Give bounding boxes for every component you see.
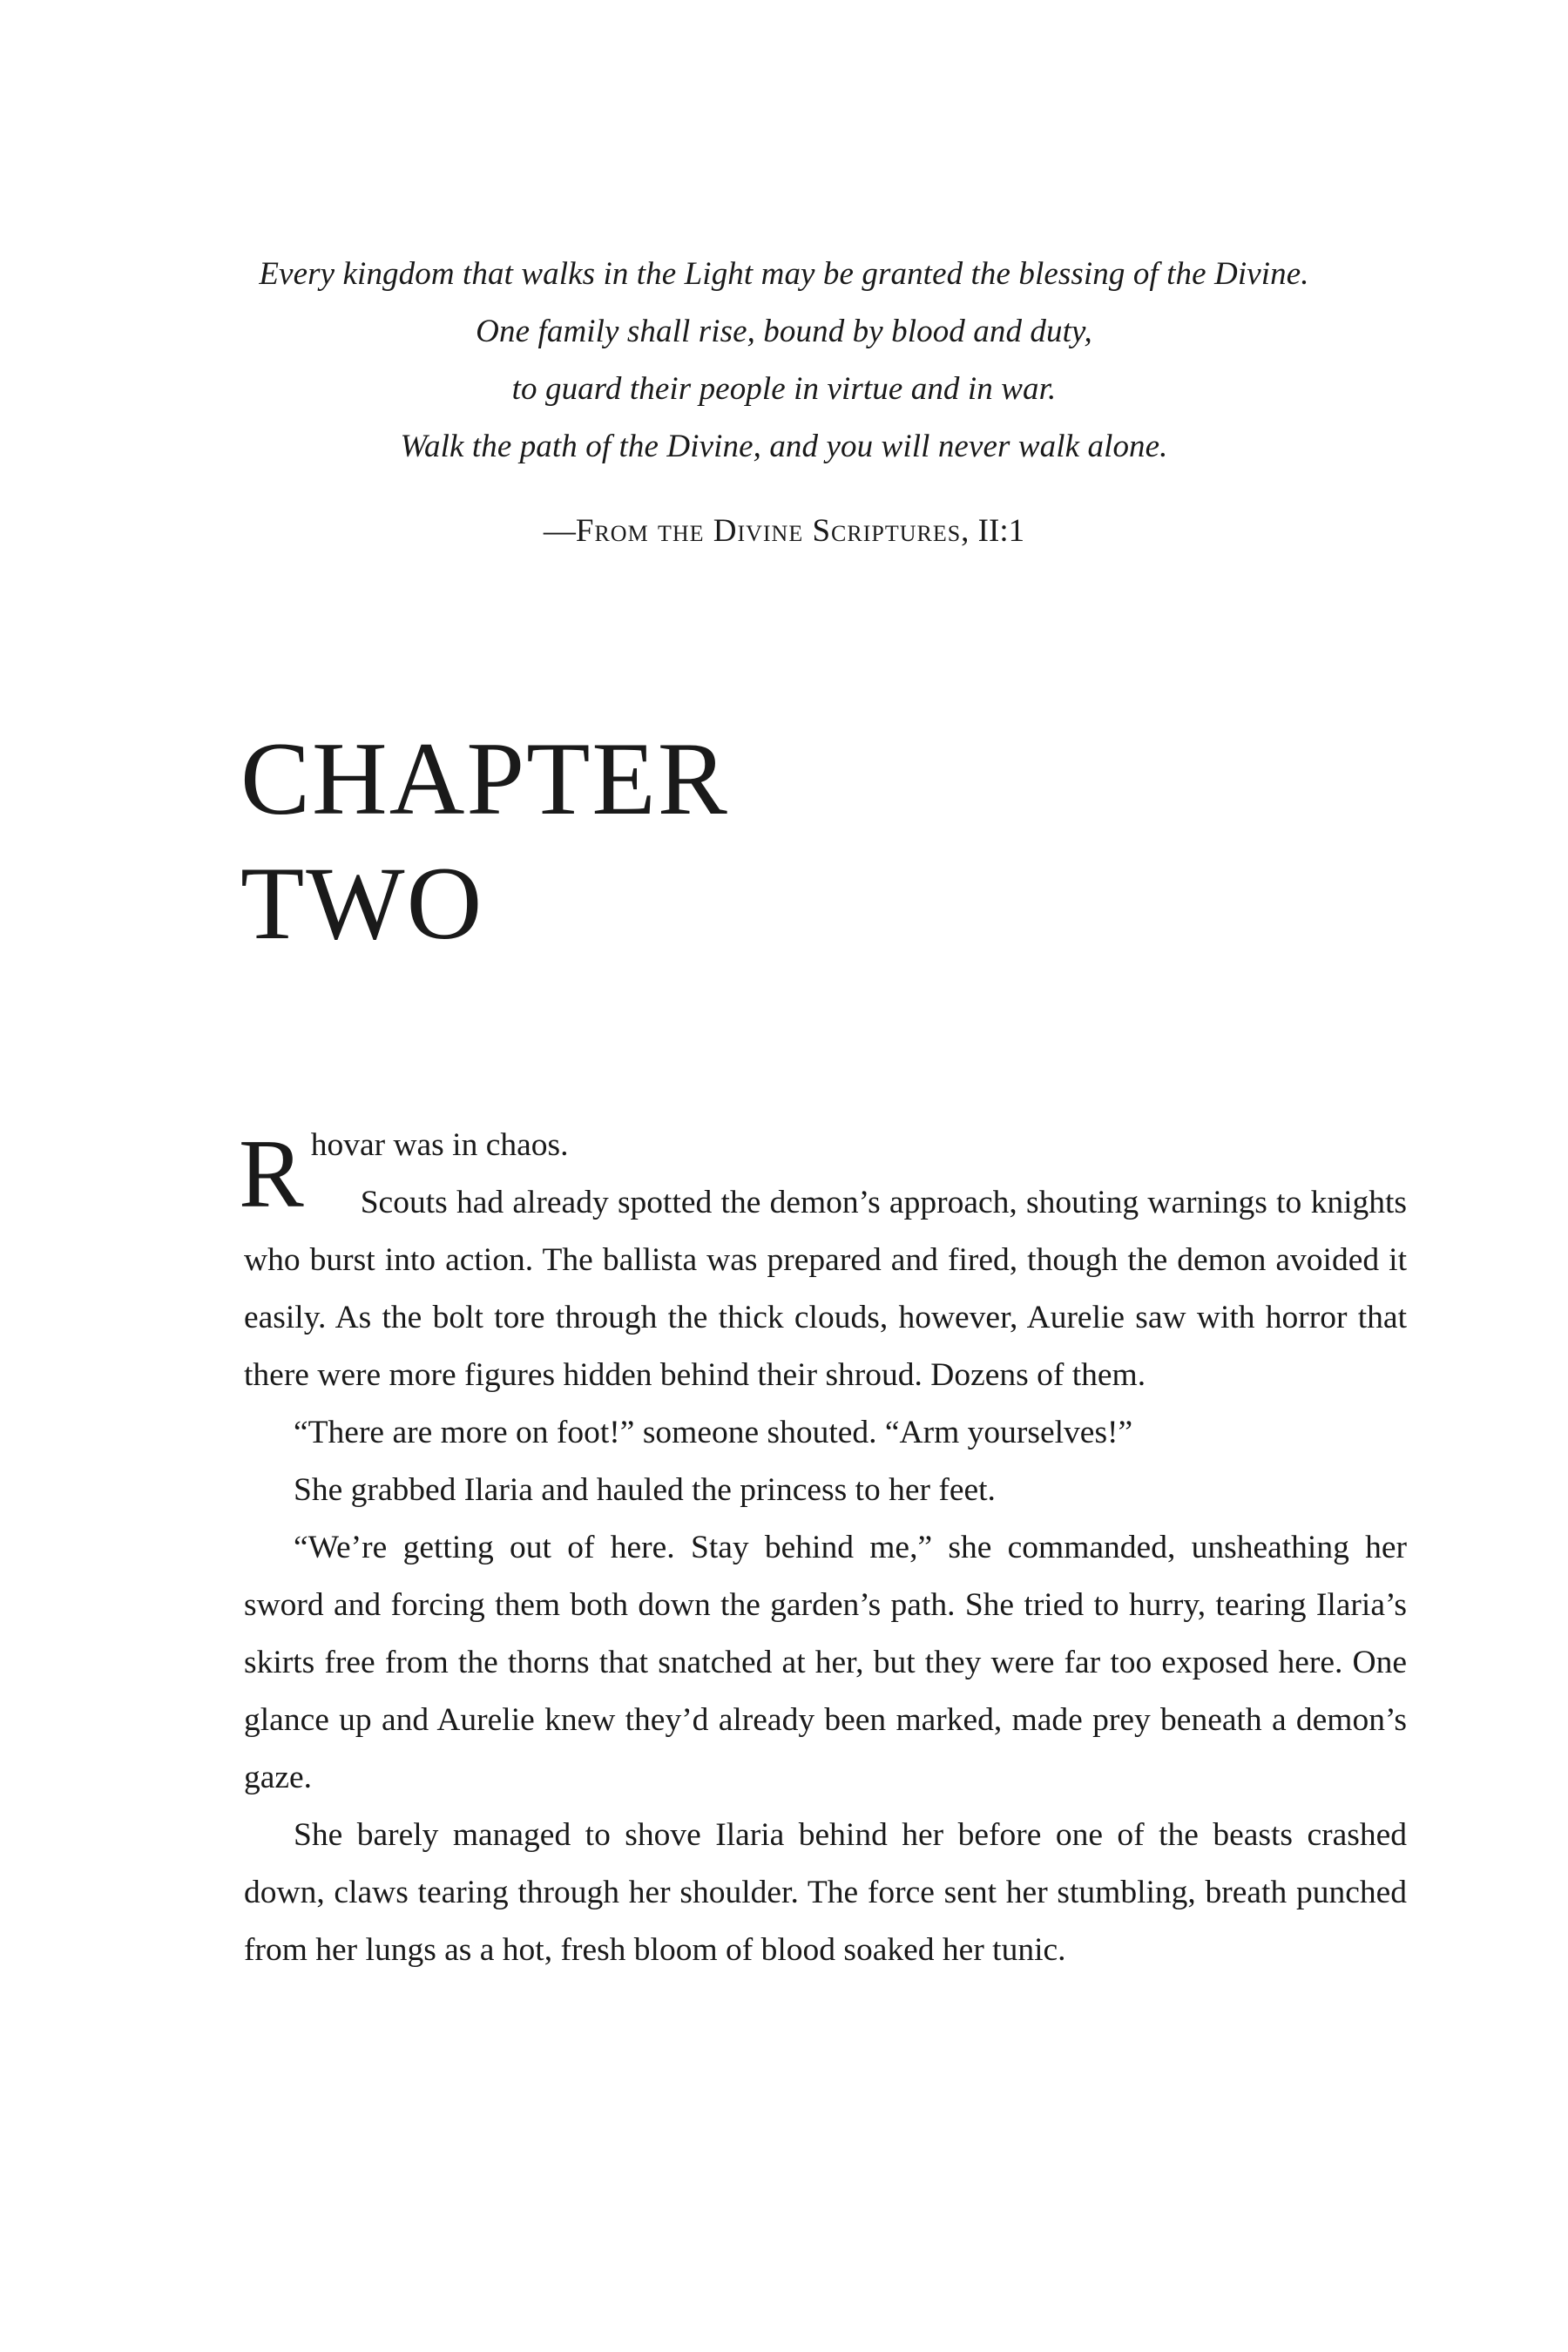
attribution-verse: II:1 (970, 513, 1025, 549)
paragraph: “There are more on foot!” someone shouted. “Arm yourselves!” (294, 1415, 1133, 1450)
epigraph-line: to guard their people in virtue and in war. (511, 371, 1057, 407)
epigraph-line: Every kingdom that walks in the Light may be granted the blessing of the Divine. (259, 256, 1309, 292)
chapter-title (240, 716, 729, 965)
attribution-source: From the Divine Scriptures, (575, 513, 970, 549)
paragraph: She grabbed Ilaria and hauled the princess to her feet. (294, 1472, 996, 1508)
epigraph-attribution (0, 503, 1568, 560)
epigraph-line: One family shall rise, bound by blood and duty, (476, 314, 1092, 349)
paragraph: She barely managed to shove Ilaria behind her before one of the beasts crashed down, claws tearing through her shoulder. The force sent her stumbling, breath punched from her lungs as a hot, fresh bloom of blood soaked her tunic. (244, 1817, 1407, 1968)
chapter-title-line-2: TWO (240, 845, 484, 961)
attribution-dash: — (543, 513, 576, 549)
first-paragraph-text: hovar was in chaos. (310, 1127, 569, 1163)
epigraph (0, 246, 1568, 476)
paragraph: “We’re getting out of here. Stay behind me,” she commanded, unsheathing her sword and forcing them both down the garden’s path. She tried to hurry, tearing Ilaria’s skirts free from the thorns that snatched at her, but they were far too exposed here. One glance up and Aurelie knew they’d already been marked, made prey beneath a demon’s gaze. (244, 1530, 1407, 1795)
first-paragraph (239, 1117, 1407, 1228)
chapter-body (239, 1117, 1407, 1979)
paragraph: Scouts had already spotted the demon’s approach, shouting warnings to knights who burst into action. The ballista was prepared and fired, though the demon avoided it easily. As the bolt tore through the thick clouds, however, Aurelie saw with horror that there were more figures hidden behind their shroud. Dozens of them. (244, 1185, 1407, 1393)
epigraph-line: Walk the path of the Divine, and you will never walk alone. (400, 429, 1168, 464)
chapter-title-line-1: CHAPTER (240, 720, 729, 836)
drop-cap: R (239, 1120, 304, 1228)
